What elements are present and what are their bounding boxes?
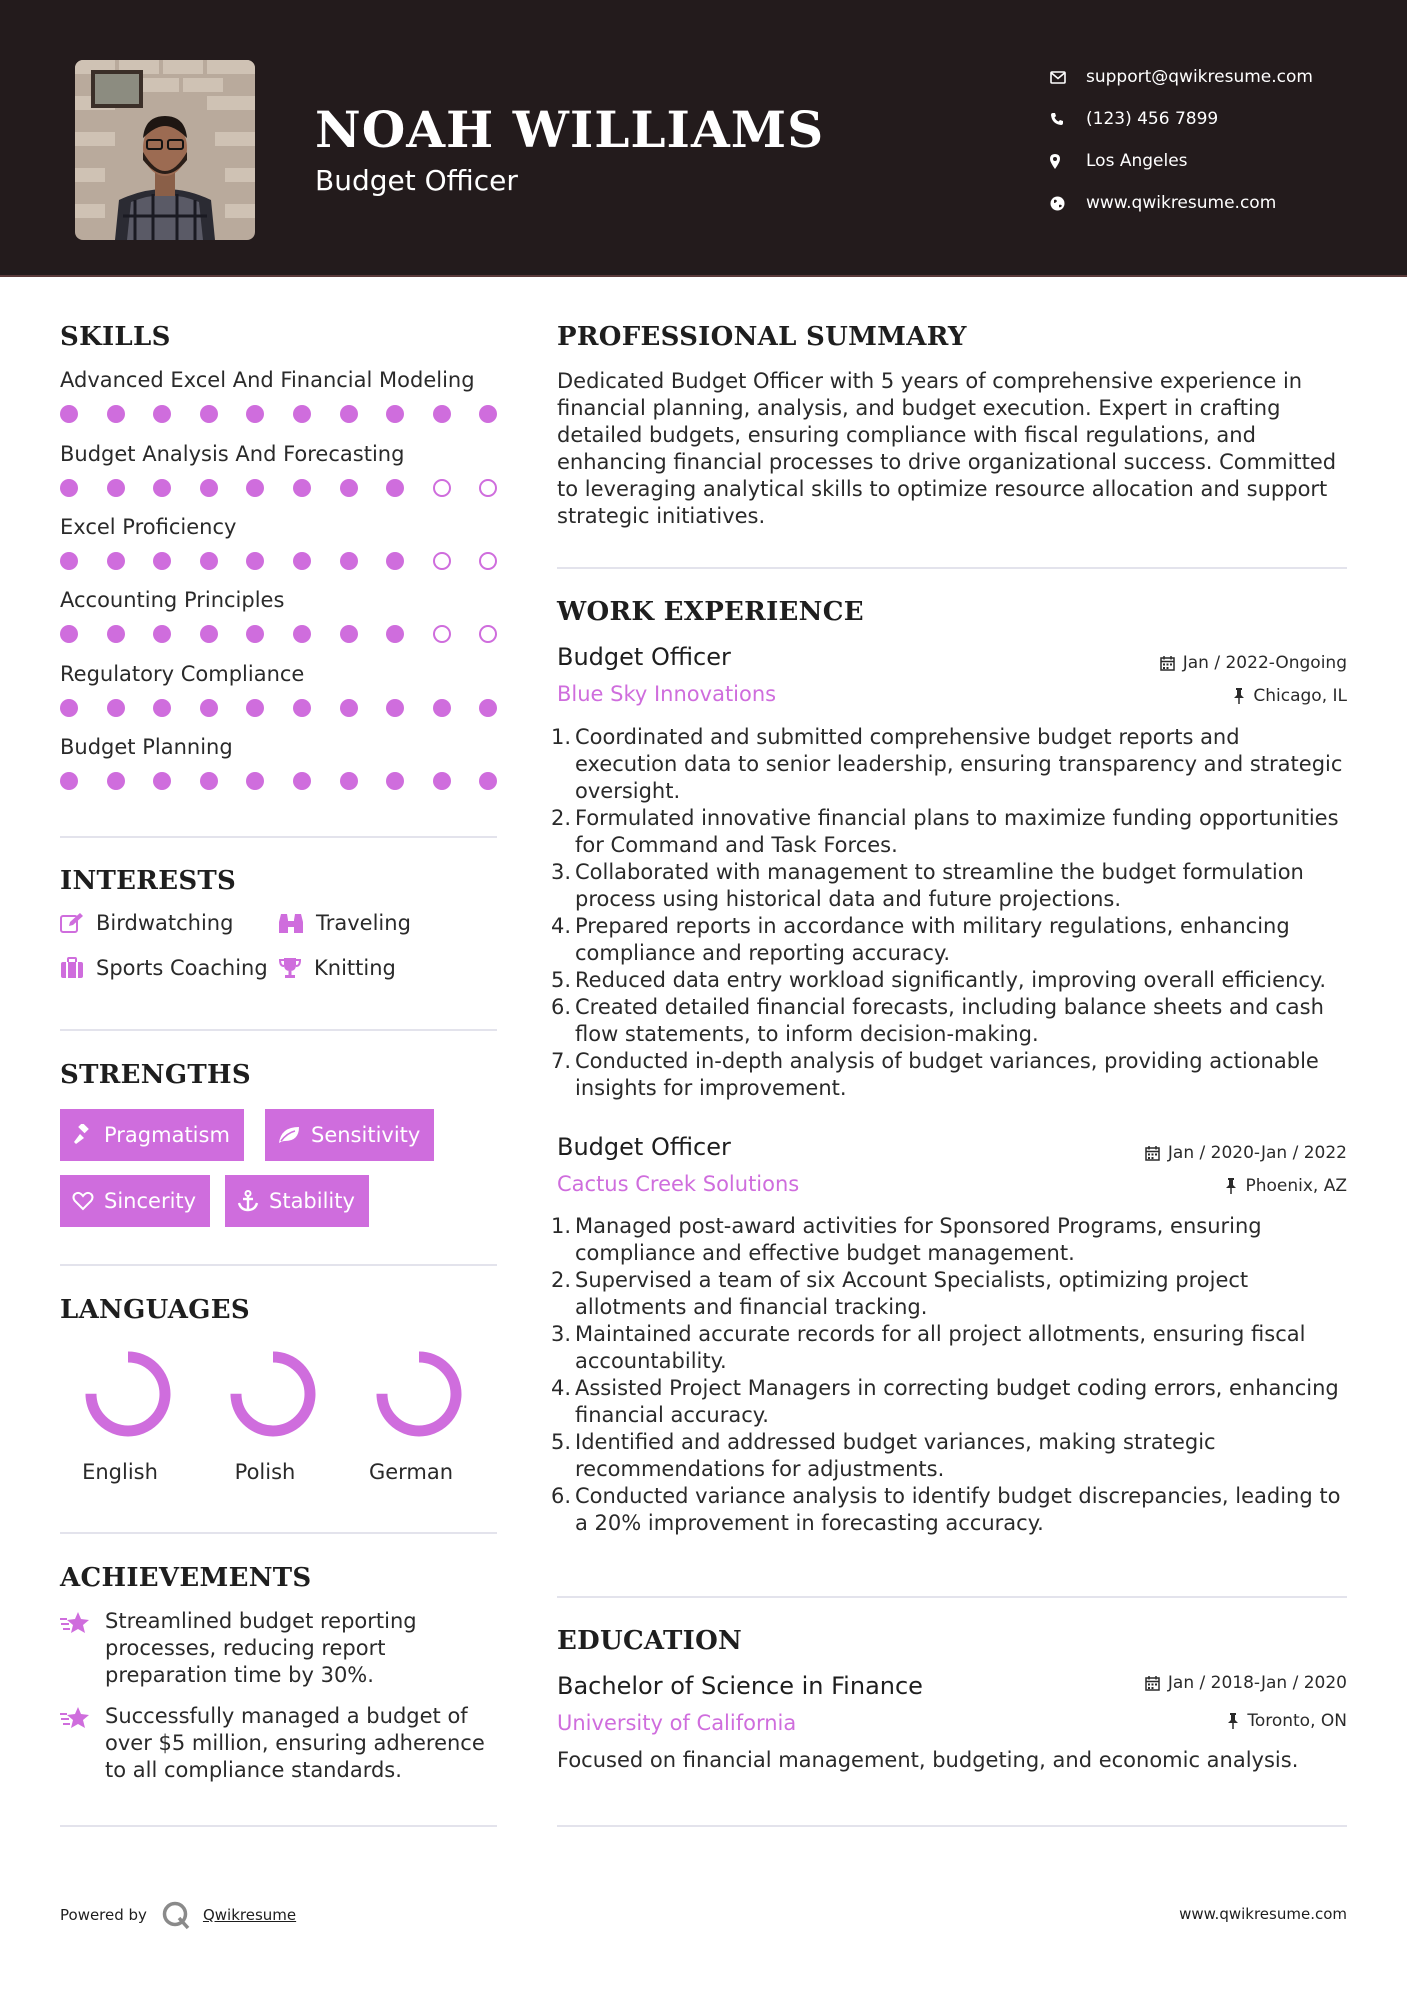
skill-dot-filled bbox=[386, 405, 404, 423]
binoculars-icon bbox=[278, 912, 304, 934]
interest-item bbox=[278, 911, 411, 935]
skill-name: Excel Proficiency bbox=[60, 515, 237, 539]
skill-dot-filled bbox=[340, 772, 358, 790]
education-description: Focused on financial management, budgeting, and economic analysis. bbox=[557, 1748, 1299, 1772]
contact-website-text: www.qwikresume.com bbox=[1086, 193, 1277, 213]
job-bullets bbox=[551, 1213, 1347, 1537]
languages-heading: LANGUAGES bbox=[60, 1295, 250, 1325]
skill-dot-filled bbox=[340, 552, 358, 570]
job-dates-text: Jan / 2020-Jan / 2022 bbox=[1167, 1143, 1347, 1163]
skill-dot-filled bbox=[293, 772, 311, 790]
contact-email[interactable] bbox=[1050, 56, 1390, 98]
job-location bbox=[1225, 1176, 1347, 1196]
skill-dot-empty bbox=[433, 479, 451, 497]
job-location bbox=[1233, 686, 1347, 706]
skill-dot-filled bbox=[200, 625, 218, 643]
job-bullet: 1. Coordinated and submitted comprehensive budget reports and execution data to senior leadership, ensuring transparency and strategic oversight. bbox=[551, 725, 1343, 803]
section-divider bbox=[557, 1596, 1347, 1598]
edit-icon bbox=[60, 912, 84, 934]
section-divider bbox=[557, 1825, 1347, 1827]
contact-website[interactable] bbox=[1050, 182, 1390, 224]
footer-url[interactable]: www.qwikresume.com bbox=[1179, 1905, 1347, 1923]
strength-label: Sincerity bbox=[104, 1189, 197, 1213]
section-divider bbox=[60, 1825, 497, 1827]
footer-powered-by bbox=[60, 1900, 296, 1930]
skill-dot-filled bbox=[293, 699, 311, 717]
interest-label: Traveling bbox=[316, 911, 411, 935]
qwikresume-link[interactable]: Qwikresume bbox=[202, 1906, 297, 1924]
skill-dot-filled bbox=[340, 479, 358, 497]
skill-name: Accounting Principles bbox=[60, 588, 285, 612]
strength-label: Pragmatism bbox=[104, 1123, 230, 1147]
skill-dot-filled bbox=[479, 699, 497, 717]
interest-item bbox=[60, 956, 268, 980]
skill-dot-filled bbox=[153, 772, 171, 790]
skill-dot-empty bbox=[433, 625, 451, 643]
skill-dot-filled bbox=[60, 625, 78, 643]
skill-rating bbox=[60, 405, 500, 427]
interest-item bbox=[278, 956, 396, 980]
skill-dot-filled bbox=[293, 552, 311, 570]
skill-dot-filled bbox=[153, 405, 171, 423]
job-dates bbox=[1145, 1143, 1347, 1163]
job-bullet: 3. Collaborated with management to streamline the budget formulation process using historical data and future projections. bbox=[551, 860, 1304, 911]
skill-name: Budget Analysis And Forecasting bbox=[60, 442, 405, 466]
gavel-icon bbox=[72, 1124, 94, 1146]
job-company: Cactus Creek Solutions bbox=[557, 1172, 800, 1196]
phone-icon bbox=[1050, 112, 1086, 126]
skill-dot-filled bbox=[153, 552, 171, 570]
skill-dot-filled bbox=[60, 479, 78, 497]
skill-dot-filled bbox=[433, 699, 451, 717]
skill-dot-filled bbox=[386, 625, 404, 643]
skill-dot-filled bbox=[246, 405, 264, 423]
globe-icon bbox=[1050, 196, 1086, 211]
skill-dot-filled bbox=[153, 479, 171, 497]
candidate-title: Budget Officer bbox=[315, 164, 518, 197]
anchor-icon bbox=[237, 1190, 259, 1212]
language-label: German bbox=[368, 1460, 454, 1484]
contact-email-text: support@qwikresume.com bbox=[1086, 67, 1313, 87]
language-gauge bbox=[68, 1349, 188, 1439]
skill-dot-filled bbox=[386, 699, 404, 717]
skill-name: Regulatory Compliance bbox=[60, 662, 305, 686]
job-dates bbox=[1160, 653, 1347, 673]
skill-dot-filled bbox=[340, 405, 358, 423]
skill-dot-filled bbox=[153, 625, 171, 643]
star-icon bbox=[60, 1611, 92, 1635]
language-label: Polish bbox=[234, 1460, 296, 1484]
skill-dot-filled bbox=[246, 625, 264, 643]
skill-dot-filled bbox=[107, 405, 125, 423]
strength-label: Stability bbox=[269, 1189, 355, 1213]
skill-dot-filled bbox=[246, 479, 264, 497]
job-bullet: 2. Formulated innovative financial plans to maximize funding opportunities for Command and Task Forces. bbox=[551, 806, 1339, 857]
star-icon bbox=[60, 1706, 92, 1730]
skill-dot-filled bbox=[433, 772, 451, 790]
job-dates-text: Jan / 2022-Ongoing bbox=[1182, 653, 1347, 673]
contact-phone[interactable] bbox=[1050, 98, 1390, 140]
calendar-icon bbox=[1145, 1676, 1160, 1691]
skill-dot-filled bbox=[60, 699, 78, 717]
calendar-icon bbox=[1145, 1146, 1160, 1161]
education-degree: Bachelor of Science in Finance bbox=[557, 1672, 923, 1700]
language-gauge-arc bbox=[91, 1357, 165, 1431]
achievement-text: Successfully managed a budget of over $5 million, ensuring adherence to all compliance standards. bbox=[105, 1704, 485, 1782]
skill-dot-filled bbox=[433, 405, 451, 423]
skill-rating bbox=[60, 772, 500, 794]
interest-item bbox=[60, 911, 233, 935]
section-divider bbox=[557, 567, 1347, 569]
heart-icon bbox=[72, 1191, 94, 1211]
education-dates-text: Jan / 2018-Jan / 2020 bbox=[1167, 1673, 1347, 1693]
language-label: English bbox=[82, 1460, 158, 1484]
job-role: Budget Officer bbox=[557, 1133, 731, 1161]
skill-dot-empty bbox=[479, 625, 497, 643]
skill-dot-empty bbox=[479, 552, 497, 570]
interest-label: Birdwatching bbox=[96, 911, 234, 935]
resume-header bbox=[0, 0, 1407, 277]
skill-dot-filled bbox=[200, 699, 218, 717]
job-bullet: 3. Maintained accurate records for all project allotments, ensuring fiscal accountability. bbox=[551, 1322, 1306, 1373]
skill-dot-filled bbox=[107, 479, 125, 497]
skill-dot-filled bbox=[246, 772, 264, 790]
skill-dot-filled bbox=[60, 552, 78, 570]
candidate-name: NOAH WILLIAMS bbox=[315, 100, 825, 159]
skill-dot-filled bbox=[107, 552, 125, 570]
skill-dot-filled bbox=[107, 772, 125, 790]
job-location-text: Phoenix, AZ bbox=[1245, 1176, 1347, 1196]
skill-dot-filled bbox=[107, 625, 125, 643]
contact-phone-text: (123) 456 7899 bbox=[1086, 109, 1219, 129]
profile-photo bbox=[75, 60, 255, 240]
job-company: Blue Sky Innovations bbox=[557, 682, 777, 706]
skill-rating bbox=[60, 479, 500, 501]
education-location-text: Toronto, ON bbox=[1247, 1711, 1347, 1731]
contact-location bbox=[1050, 140, 1390, 182]
strength-tag bbox=[225, 1175, 369, 1227]
skill-dot-filled bbox=[246, 552, 264, 570]
job-bullet: 6. Conducted variance analysis to identify budget discrepancies, leading to a 20% improvement in forecasting accuracy. bbox=[551, 1484, 1341, 1535]
skill-dot-empty bbox=[433, 552, 451, 570]
skill-dot-filled bbox=[200, 552, 218, 570]
education-dates bbox=[1145, 1673, 1347, 1693]
skill-dot-filled bbox=[60, 405, 78, 423]
job-bullet: 5. Identified and addressed budget variances, making strategic recommendations for adjustments. bbox=[551, 1430, 1216, 1481]
job-bullet: 1. Managed post-award activities for Sponsored Programs, ensuring compliance and effective budget management. bbox=[551, 1214, 1262, 1265]
leaf-icon bbox=[277, 1125, 301, 1145]
skill-dot-filled bbox=[200, 405, 218, 423]
skill-dot-filled bbox=[386, 552, 404, 570]
experience-heading: WORK EXPERIENCE bbox=[557, 597, 864, 627]
job-bullet: 6. Created detailed financial forecasts, including balance sheets and cash flow statements, to inform decision-making. bbox=[551, 995, 1324, 1046]
pushpin-icon bbox=[1233, 688, 1245, 704]
contact-location-text: Los Angeles bbox=[1086, 151, 1188, 171]
skill-rating bbox=[60, 699, 500, 721]
language-gauge-arc bbox=[236, 1357, 310, 1431]
summary-text: Dedicated Budget Officer with 5 years of comprehensive experience in financial planning, analysis, and budget execution. Expert in crafting detailed budgets, ensuring compliance with fiscal regulations, and enhancing financial processes to drive organizational success. Committed to leveraging analytical skills to optimize resource allocation and support strategic initiatives. bbox=[557, 369, 1337, 528]
skill-dot-filled bbox=[60, 772, 78, 790]
skill-dot-filled bbox=[107, 699, 125, 717]
job-bullet: 5. Reduced data entry workload significantly, improving overall efficiency. bbox=[551, 968, 1327, 992]
strength-tag bbox=[60, 1109, 244, 1161]
section-divider bbox=[60, 1029, 497, 1031]
language-gauge-arc bbox=[382, 1357, 456, 1431]
suitcase-icon bbox=[60, 957, 84, 979]
skill-dot-filled bbox=[340, 625, 358, 643]
language-gauge bbox=[213, 1349, 333, 1439]
skill-dot-empty bbox=[479, 479, 497, 497]
trophy-icon bbox=[278, 957, 302, 979]
job-bullets bbox=[551, 724, 1347, 1102]
envelope-icon bbox=[1050, 71, 1086, 84]
section-divider bbox=[60, 1532, 497, 1534]
strengths-heading: STRENGTHS bbox=[60, 1060, 251, 1090]
skill-dot-filled bbox=[340, 699, 358, 717]
interest-label: Knitting bbox=[314, 956, 396, 980]
skill-dot-filled bbox=[246, 699, 264, 717]
language-gauge bbox=[359, 1349, 479, 1439]
interest-label: Sports Coaching bbox=[96, 956, 268, 980]
calendar-icon bbox=[1160, 656, 1175, 671]
job-role: Budget Officer bbox=[557, 643, 731, 671]
skill-dot-filled bbox=[153, 699, 171, 717]
skill-dot-filled bbox=[293, 625, 311, 643]
skill-rating bbox=[60, 625, 500, 647]
qwikresume-logo-icon bbox=[161, 1900, 191, 1930]
education-school: University of California bbox=[557, 1711, 797, 1735]
contact-list bbox=[1050, 56, 1390, 224]
section-divider bbox=[60, 836, 497, 838]
skill-name: Budget Planning bbox=[60, 735, 233, 759]
achievement-text: Streamlined budget reporting processes, reducing report preparation time by 30%. bbox=[105, 1609, 417, 1687]
summary-heading: PROFESSIONAL SUMMARY bbox=[557, 322, 967, 352]
interests-heading: INTERESTS bbox=[60, 866, 237, 896]
skill-dot-filled bbox=[386, 479, 404, 497]
education-heading: EDUCATION bbox=[557, 1626, 743, 1656]
skill-dot-filled bbox=[293, 405, 311, 423]
section-divider bbox=[60, 1264, 497, 1266]
skill-dot-filled bbox=[293, 479, 311, 497]
skill-dot-filled bbox=[200, 772, 218, 790]
skill-dot-filled bbox=[479, 405, 497, 423]
job-bullet: 4. Prepared reports in accordance with military regulations, enhancing compliance and reporting accuracy. bbox=[551, 914, 1290, 965]
strength-label: Sensitivity bbox=[311, 1123, 421, 1147]
job-bullet: 2. Supervised a team of six Account Specialists, optimizing project allotments and financial tracking. bbox=[551, 1268, 1249, 1319]
skills-heading: SKILLS bbox=[60, 322, 171, 352]
strength-tag bbox=[60, 1175, 210, 1227]
map-marker-icon bbox=[1050, 154, 1086, 169]
skill-rating bbox=[60, 552, 500, 574]
skill-dot-filled bbox=[479, 772, 497, 790]
skill-dot-filled bbox=[386, 772, 404, 790]
job-bullet: 4. Assisted Project Managers in correcting budget coding errors, enhancing financial accuracy. bbox=[551, 1376, 1339, 1427]
skill-name: Advanced Excel And Financial Modeling bbox=[60, 368, 475, 392]
skill-dot-filled bbox=[200, 479, 218, 497]
achievements-heading: ACHIEVEMENTS bbox=[60, 1563, 312, 1593]
pushpin-icon bbox=[1227, 1713, 1239, 1729]
strength-tag bbox=[265, 1109, 434, 1161]
education-location bbox=[1227, 1711, 1347, 1731]
pushpin-icon bbox=[1225, 1178, 1237, 1194]
job-location-text: Chicago, IL bbox=[1253, 686, 1347, 706]
job-bullet: 7. Conducted in-depth analysis of budget variances, providing actionable insights for improvement. bbox=[551, 1049, 1319, 1100]
powered-by-text: Powered by bbox=[60, 1906, 147, 1924]
